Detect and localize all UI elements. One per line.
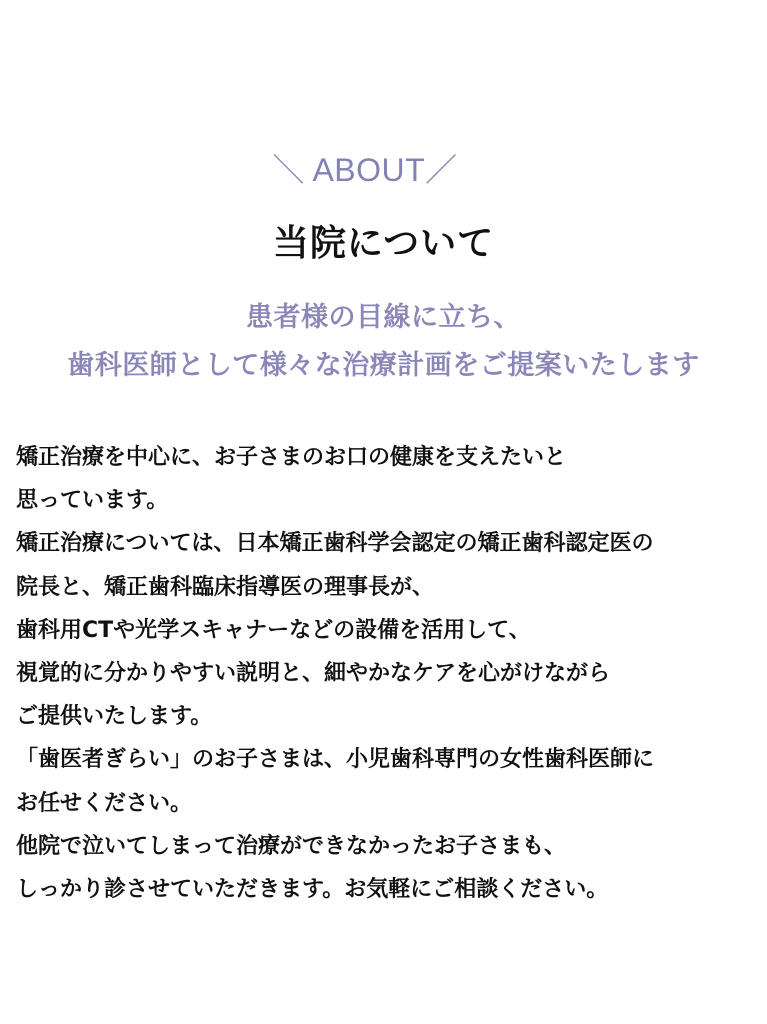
body-line: 思っています。 <box>16 488 169 514</box>
body-line: しっかり診させていただきます。お気軽にご相談ください。 <box>16 877 609 903</box>
body-line: 他院で泣いてしまって治療ができなかったお子さまも、 <box>16 833 567 859</box>
lead-line: 歯科医師として様々な治療計画をご提案いたします <box>67 350 700 381</box>
body-line: 院長と、矯正歯科臨床指導医の理事長が、 <box>16 574 435 600</box>
lead-line: 患者様の目線に立ち、 <box>246 302 521 333</box>
page-title: 当院について <box>272 223 495 264</box>
body-line: お任せください。 <box>16 790 193 816</box>
lead-text <box>0 294 767 390</box>
body-line: 「歯医者ぎらい」のお子さまは、小児歯科専門の女性歯科医師に <box>16 747 655 773</box>
body-line: ご提供いたします。 <box>16 704 213 730</box>
section-eyebrow: ＼ ABOUT／ <box>272 152 458 188</box>
body-line: 視覚的に分かりやすい説明と、細やかなケアを心がけながら <box>16 661 611 687</box>
body-text <box>16 436 761 911</box>
body-line: 矯正治療を中心に、お子さまのお口の健康を支えたいと <box>16 445 567 470</box>
body-line: 矯正治療については、日本矯正歯科学会認定の矯正歯科認定医の <box>16 531 654 557</box>
body-line: 歯科用CTや光学スキャナーなどの設備を活用して、 <box>16 617 531 643</box>
